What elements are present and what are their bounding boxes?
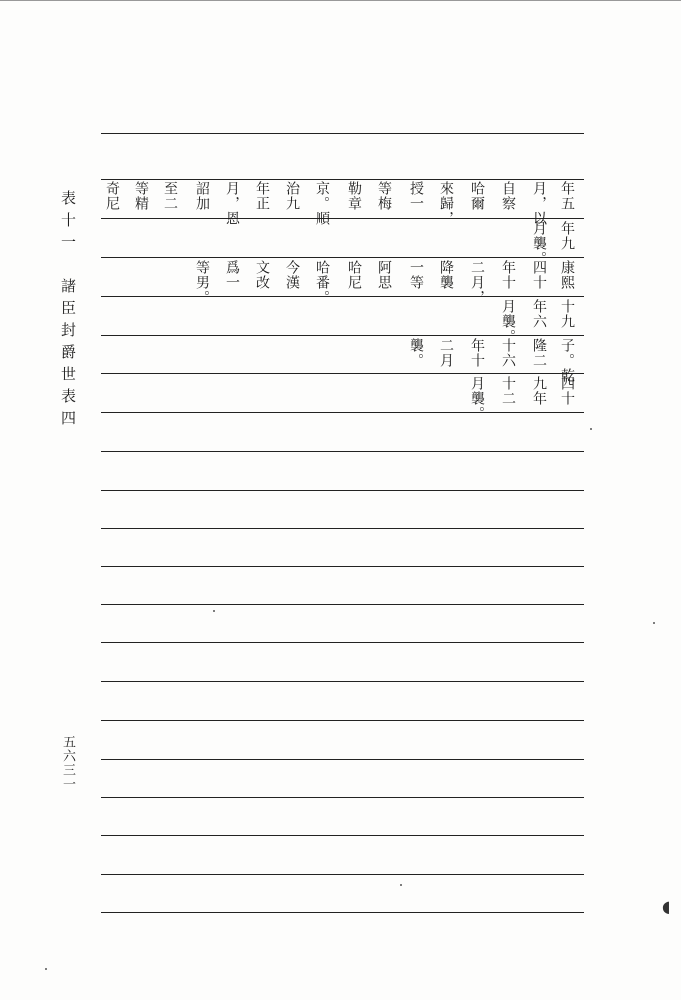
table-rule bbox=[101, 451, 584, 452]
row1-column: 來歸， bbox=[438, 181, 454, 226]
row6-column: 月襲。 bbox=[469, 376, 485, 421]
row3-column: 等男。 bbox=[194, 260, 210, 305]
row1-column: 治九 bbox=[284, 181, 300, 211]
table-rule bbox=[101, 912, 584, 913]
row4-column: 十九 bbox=[559, 299, 575, 329]
row3-column: 哈尼 bbox=[346, 260, 362, 290]
scan-speck bbox=[653, 622, 655, 624]
row3-column: 二月， bbox=[469, 260, 485, 305]
row1-column: 詔加 bbox=[194, 181, 210, 211]
row2-column: 月襲。 bbox=[531, 221, 547, 266]
table-rule bbox=[101, 604, 584, 605]
table-rule bbox=[101, 528, 584, 529]
row3-column: 文改 bbox=[254, 260, 270, 290]
row5-column: 二月 bbox=[438, 338, 454, 368]
row1-column: 奇尼 bbox=[104, 181, 120, 211]
row1-column: 自察 bbox=[500, 181, 516, 211]
row3-column: 降襲 bbox=[438, 260, 454, 290]
table-rule bbox=[101, 490, 584, 491]
row3-column: 今漢 bbox=[284, 260, 300, 290]
table-rule bbox=[101, 797, 584, 798]
row5-column: 隆二 bbox=[531, 338, 547, 368]
row1-column: 勒章 bbox=[346, 181, 362, 211]
table-rule bbox=[101, 133, 584, 134]
row3-column: 爲一 bbox=[224, 260, 240, 290]
table-rule bbox=[101, 296, 584, 297]
row1-column: 等梅 bbox=[376, 181, 392, 211]
table-rule bbox=[101, 681, 584, 682]
row4-column: 月襲。 bbox=[500, 299, 516, 344]
row3-column: 阿思 bbox=[376, 260, 392, 290]
row5-column: 子。乾 bbox=[559, 338, 575, 383]
row1-column: 等精 bbox=[133, 181, 149, 211]
row1-column: 年五 bbox=[559, 181, 575, 211]
running-title: 表十一 諸臣封爵世表四 bbox=[59, 190, 77, 432]
row6-column: 四十 bbox=[559, 376, 575, 406]
page-number: 五六三一 bbox=[60, 735, 75, 791]
row1-column: 至二 bbox=[162, 181, 178, 211]
row3-column: 哈番。 bbox=[314, 260, 330, 305]
row3-column: 康熙 bbox=[559, 260, 575, 290]
table-rule bbox=[101, 874, 584, 875]
row1-column: 年正 bbox=[254, 181, 270, 211]
row4-column: 年六 bbox=[531, 299, 547, 329]
table-rule bbox=[101, 566, 584, 567]
row1-column: 月，以 bbox=[531, 181, 547, 226]
scan-speck bbox=[213, 610, 215, 612]
scan-speck bbox=[45, 968, 47, 970]
table-rule bbox=[101, 257, 584, 258]
table-rule bbox=[101, 720, 584, 721]
row6-column: 九年 bbox=[531, 376, 547, 406]
row2-column: 年九 bbox=[559, 221, 575, 251]
table-rule bbox=[101, 218, 584, 219]
row3-column: 年十 bbox=[500, 260, 516, 290]
table-rule bbox=[101, 373, 584, 374]
row1-column: 哈爾 bbox=[469, 181, 485, 211]
row1-column: 京。順 bbox=[314, 181, 330, 226]
scan-speck bbox=[400, 884, 402, 886]
table-rule bbox=[101, 759, 584, 760]
row5-column: 十六 bbox=[500, 338, 516, 368]
page-top-border bbox=[0, 0, 681, 1]
row1-column: 月，恩 bbox=[224, 181, 240, 226]
row5-column: 年十 bbox=[469, 338, 485, 368]
row5-column: 襲。 bbox=[408, 338, 424, 368]
row3-column: 四十 bbox=[531, 260, 547, 290]
row3-column: 一等 bbox=[408, 260, 424, 290]
row6-column: 十二 bbox=[500, 376, 516, 406]
binding-edge-mark: ◖ bbox=[662, 897, 671, 916]
scan-speck bbox=[590, 428, 592, 430]
row1-column: 授一 bbox=[408, 181, 424, 211]
table-rule bbox=[101, 412, 584, 413]
table-rule bbox=[101, 835, 584, 836]
table-rule bbox=[101, 642, 584, 643]
